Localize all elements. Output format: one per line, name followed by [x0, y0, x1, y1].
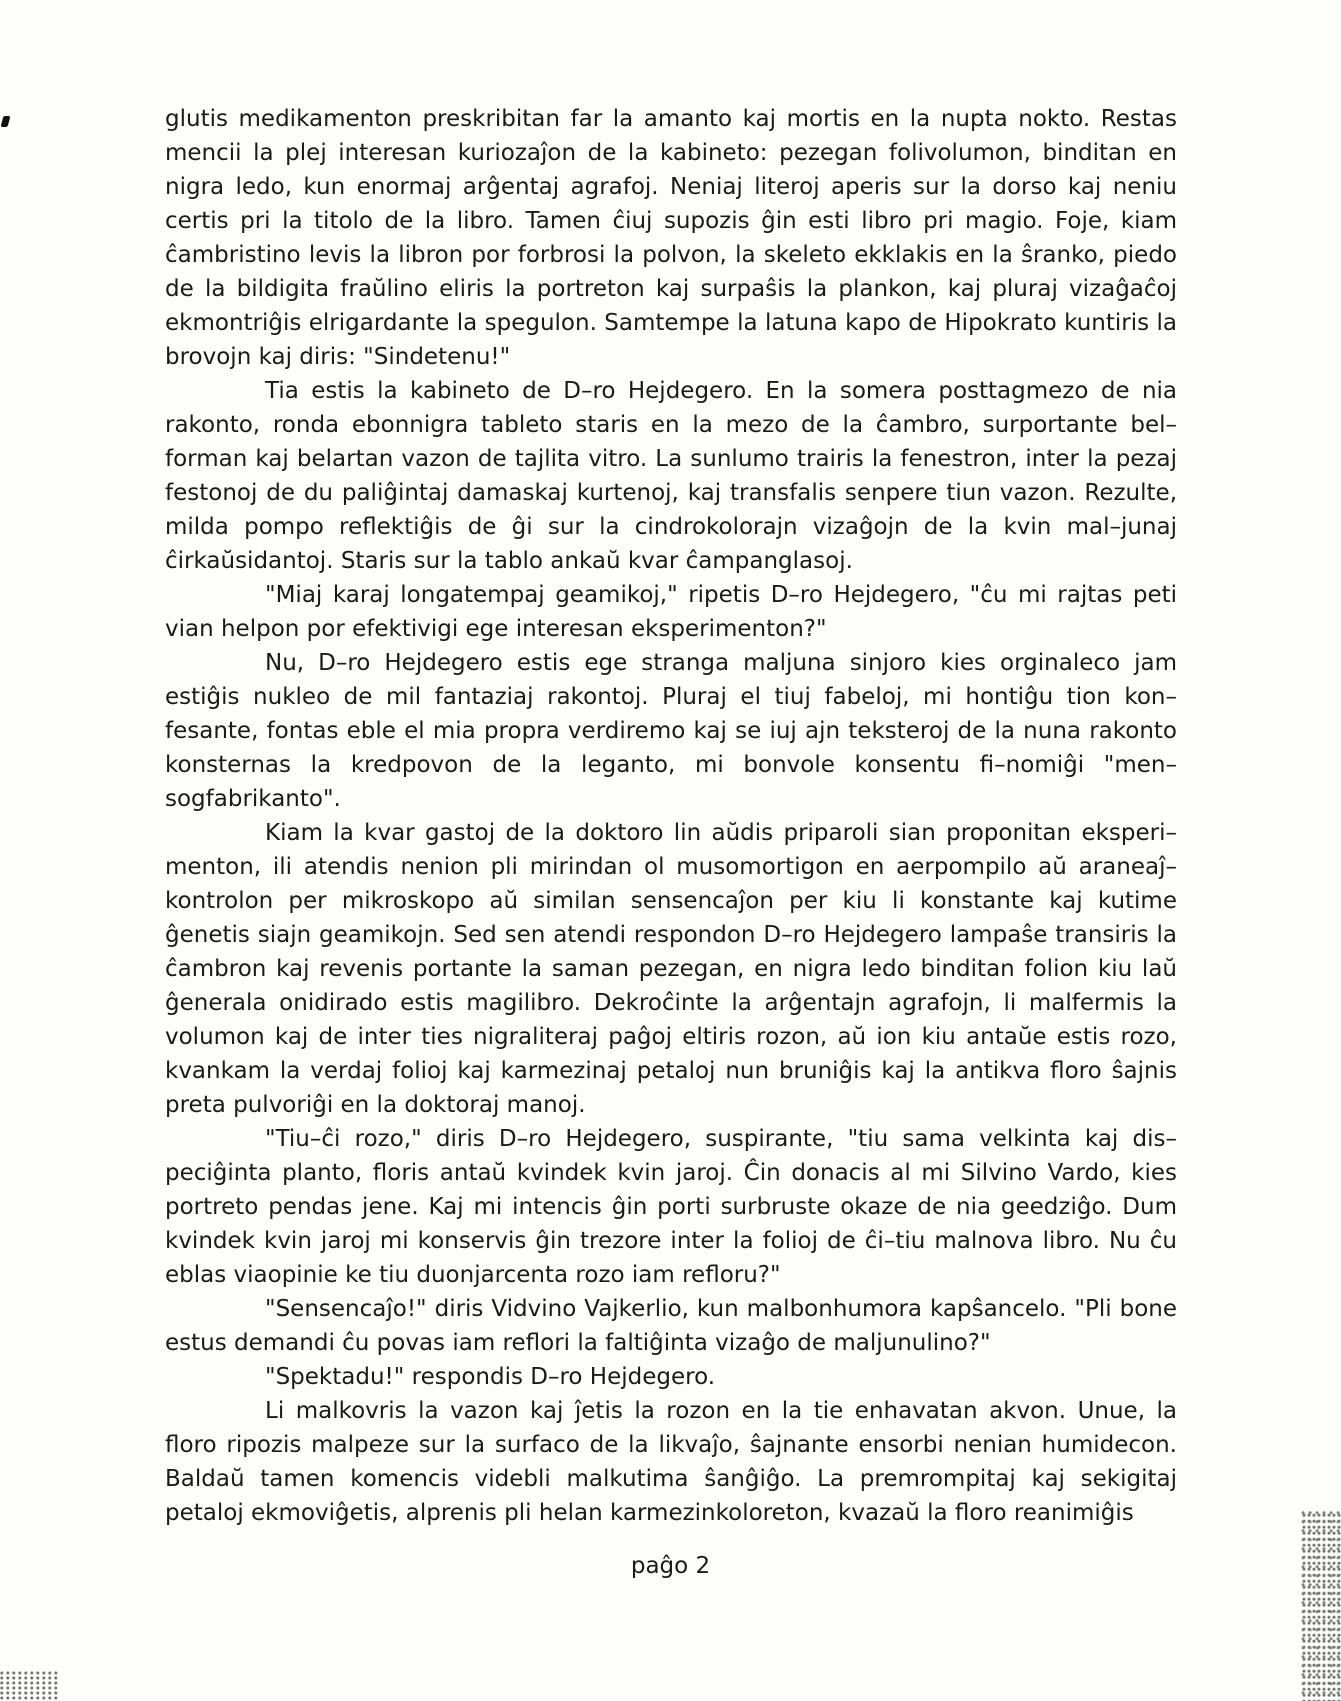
paragraph: "Tiu–ĉi rozo," diris D–ro Hejdegero, suspirante, "tiu sama velkinta kaj dis–peciĝinta planto, floris antaŭ kvindek kvin jaroj. Ĉin donacis al mi Silvino Vardo, kies portreto pendas jene. Kaj mi intencis ĝin porti surbruste okaze de nia geedziĝo. Dum kvindek kvin jaroj mi konservis ĝin trezore inter la folioj de ĉi–tiu malnova libro. Nu ĉu eblas viaopinie ke tiu duonjarcenta rozo iam refloru?" — [165, 1126, 1177, 1288]
page-number: paĝo 2 — [630, 1553, 711, 1579]
paragraph: "Spektadu!" respondis D–ro Hejdegero. — [265, 1364, 716, 1390]
paragraph: "Miaj karaj longatempaj geamikoj," ripetis D–ro Hejdegero, "ĉu mi rajtas peti vian helpon por efektivigi ege interesan eksperimenton?" — [165, 582, 1177, 642]
paragraph: Tia estis la kabineto de D–ro Hejdegero. En la somera posttagmezo de nia rakonto, ronda ebonnigra tableto staris en la mezo de la ĉambro, surportante bel–forman kaj belartan vazon de tajlita vitro. La sunlumo trairis la fenestron, inter la pezaj festonoj de du paliĝintaj damaskaj kurtenoj, kaj transfalis senpere tiun vazon. Rezulte, milda pompo reflektiĝis de ĝi sur la cindrokolorajn vizaĝojn de la kvin mal–junaj ĉirkaŭsidantoj. Staris sur la tablo ankaŭ kvar ĉampanglasoj. — [165, 378, 1177, 574]
scan-noise-right — [1301, 1511, 1341, 1701]
margin-mark — [1, 116, 11, 127]
paragraph: "Sensencaĵo!" diris Vidvino Vajkerlio, kun malbonhumora kapŝancelo. "Pli bone estus demandi ĉu povas iam reflori la faltiĝinta vizaĝo de maljunulino?" — [165, 1296, 1177, 1356]
body-text — [165, 102, 1177, 1530]
scan-noise-left — [0, 1671, 60, 1701]
paragraph: Kiam la kvar gastoj de la doktoro lin aŭdis priparoli sian proponitan eksperi–menton, ili atendis nenion pli mirindan ol musomortigon en aerpompilo aŭ araneaĵ–kontrolon per mikroskopo aŭ similan sensencaĵon per kiu li konstante kaj kutime ĝenetis siajn geamikojn. Sed sen atendi respondon D–ro Hejdegero lampaŝe transiris la ĉambron kaj revenis portante la saman pezegan, en nigra ledo binditan folion kiu laŭ ĝenerala onidirado estis magilibro. Dekroĉinte la arĝentajn agrafojn, li malfermis la volumon kaj de inter ties nigraliteraj paĝoj eltiris rozon, aŭ ion kiu antaŭe estis rozo, kvankam la verdaj folioj kaj karmezinaj petaloj nun bruniĝis kaj la antikva floro ŝajnis preta pulvoriĝi en la doktoraj manoj. — [165, 820, 1177, 1118]
paragraph: Nu, D–ro Hejdegero estis ege stranga maljuna sinjoro kies orginaleco jam estiĝis nukleo de mil fantaziaj rakontoj. Pluraj el tiuj fabeloj, mi hontiĝu tion kon–fesante, fontas eble el mia propra verdiremo kaj se iuj ajn teksteroj de la nuna rakonto konsternas la kredpovon de la leganto, mi bonvole konsentu fi–nomiĝi "men–sogfabrikanto". — [165, 650, 1177, 812]
paragraph: Li malkovris la vazon kaj ĵetis la rozon en la tie enhavatan akvon. Unue, la floro ripozis malpeze sur la surfaco de la likvaĵo, ŝajnante ensorbi nenian humidecon. Baldaŭ tamen komencis videbli malkutima ŝanĝiĝo. La premrompitaj kaj sekigitaj petaloj ekmoviĝetis, alprenis pli helan karmezinkoloreton, kvazaŭ la floro reanimiĝis — [165, 1398, 1177, 1526]
paragraph: glutis medikamenton preskribitan far la amanto kaj mortis en la nupta nokto. Restas mencii la plej interesan kuriozaĵon de la kabineto: pezegan folivolumon, binditan en nigra ledo, kun enormaj arĝentaj agrafoj. Neniaj literoj aperis sur la dorso kaj neniu certis pri la titolo de la libro. Tamen ĉiuj supozis ĝin esti libro pri magio. Foje, kiam ĉambristino levis la libron por forbrosi la polvon, la skeleto ekklakis en la ŝranko, piedo de la bildigita fraŭlino eliris la portreton kaj surpaŝis la plankon, kaj pluraj vizaĝaĉoj ekmontriĝis elrigardante la spegulon. Samtempe la latuna kapo de Hipokrato kuntiris la brovojn kaj diris: "Sindetenu!" — [165, 106, 1177, 370]
